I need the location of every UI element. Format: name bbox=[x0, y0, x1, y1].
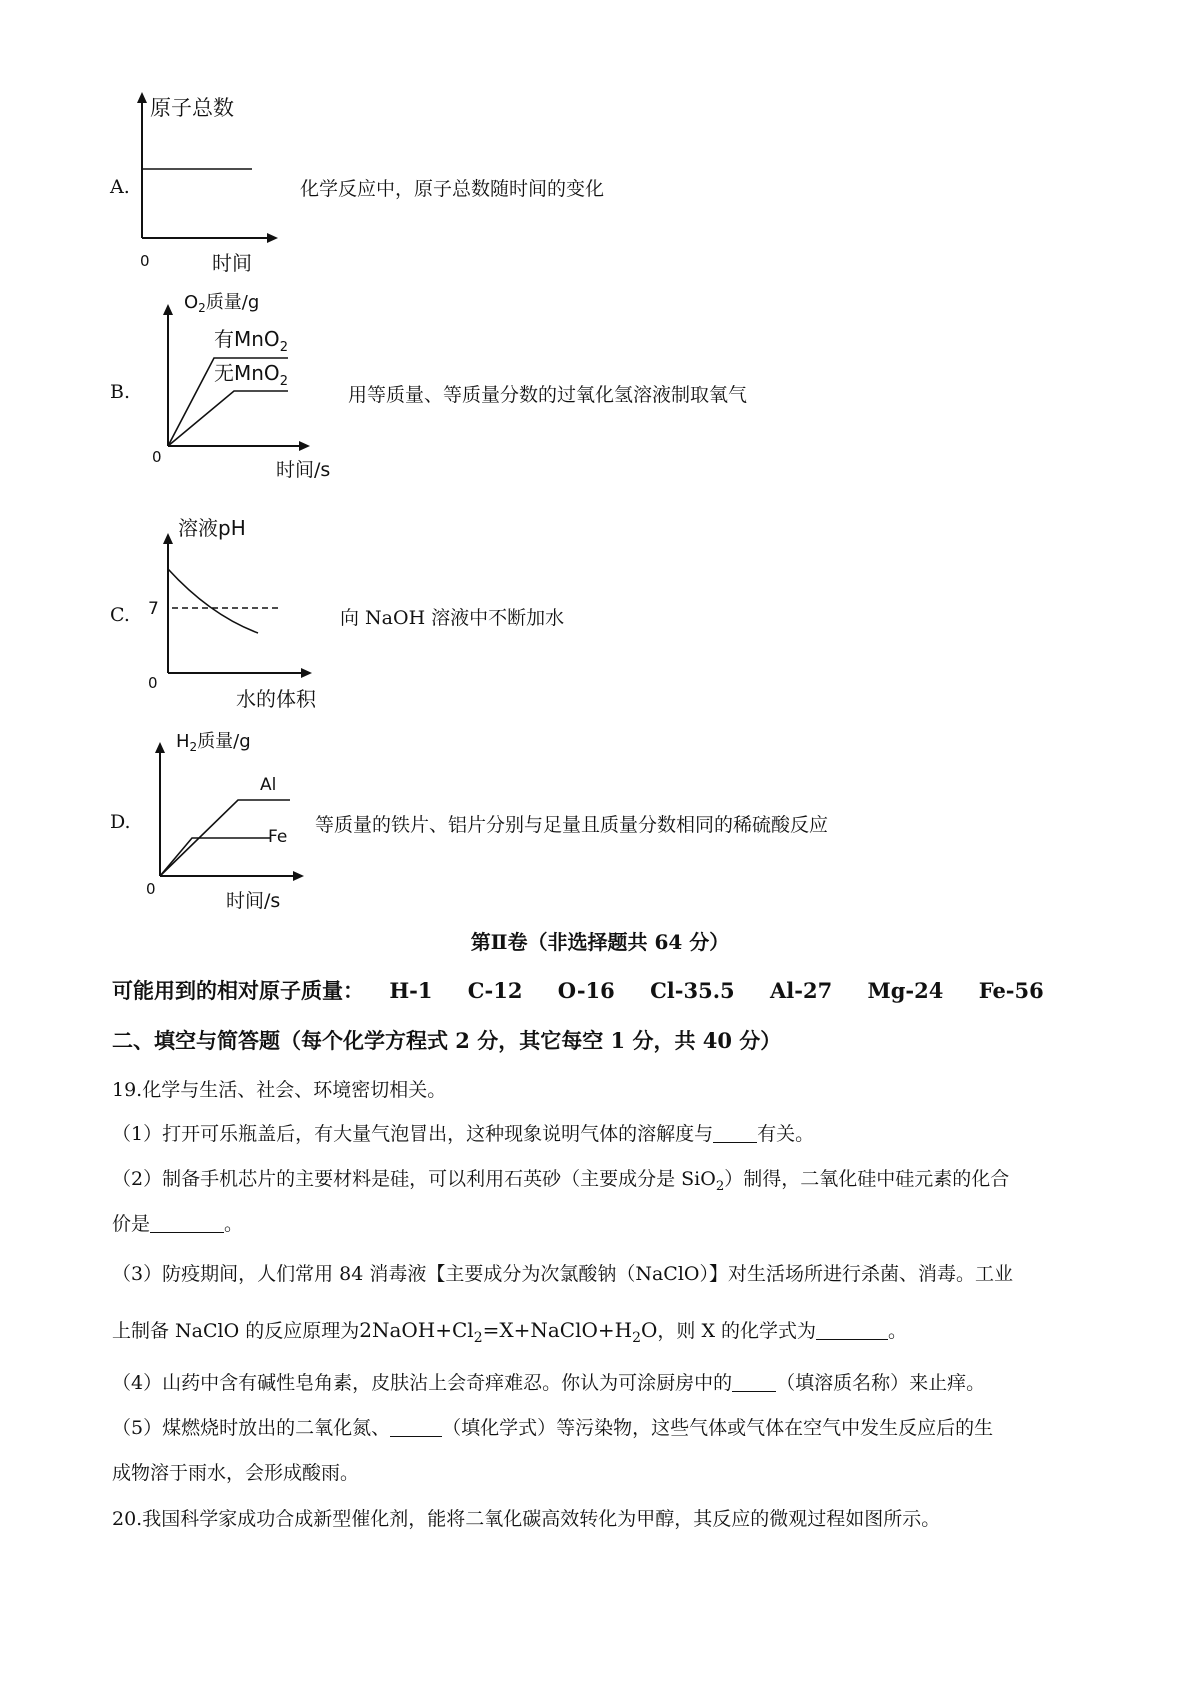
y-axis-label: $O_2$质量/g bbox=[184, 292, 260, 315]
q19-part1-blank[interactable] bbox=[713, 1123, 757, 1143]
q19-part1: （1）打开可乐瓶盖后，有大量气泡冒出，这种现象说明气体的溶解度与 有关。 bbox=[112, 1123, 815, 1145]
option-d-graph bbox=[140, 730, 340, 915]
x-axis-label: 时间 bbox=[212, 251, 252, 275]
y-axis-label: 溶液pH bbox=[178, 516, 246, 540]
y-axis-arrow bbox=[155, 742, 165, 753]
y-axis-arrow bbox=[137, 92, 147, 103]
option-b-label: B. bbox=[110, 381, 131, 403]
y-axis-arrow bbox=[163, 533, 173, 544]
q19-part5-cont: 成物溶于雨水，会形成酸雨。 bbox=[112, 1462, 360, 1484]
q19-part5: （5）煤燃烧时放出的二氧化氮、 （填化学式）等污染物，这些气体或气体在空气中发生反应后的生 bbox=[112, 1417, 994, 1439]
y-axis-arrow bbox=[163, 304, 173, 315]
atomic-mass-item: Al-27 bbox=[769, 978, 833, 1003]
q19-part4: （4）山药中含有碱性皂角素，皮肤沾上会奇痒难忍。你认为可涂厨房中的 （填溶质名称）来止痒。 bbox=[112, 1372, 986, 1394]
atomic-mass-line bbox=[112, 975, 1072, 1005]
section-title: 第Ⅱ卷（非选择题共 64 分） bbox=[470, 930, 730, 954]
atomic-mass-item: Mg-24 bbox=[867, 978, 944, 1003]
origin-label: 0 bbox=[146, 880, 156, 898]
series-without-mno2-label: 无MnO$_2$ bbox=[214, 361, 288, 389]
option-c-description: 向 NaOH 溶液中不断加水 bbox=[340, 607, 565, 629]
ph-7-label: 7 bbox=[148, 599, 159, 619]
option-c-label: C. bbox=[110, 604, 130, 626]
origin-label: 0 bbox=[148, 674, 158, 692]
y-axis-label: 原子总数 bbox=[150, 96, 234, 120]
atomic-mass-item: C-12 bbox=[467, 978, 523, 1003]
option-d-label: D. bbox=[110, 811, 131, 833]
q19-part5-blank[interactable] bbox=[390, 1417, 442, 1437]
q20-stem: 20.我国科学家成功合成新型催化剂，能将二氧化碳高效转化为甲醇，其反应的微观过程如图所示。 bbox=[112, 1508, 941, 1530]
x-axis-arrow bbox=[299, 441, 310, 451]
q19-part2-blank[interactable] bbox=[150, 1213, 224, 1233]
series-without-mno2-line bbox=[168, 391, 288, 446]
atomic-mass-item: Fe-56 bbox=[978, 978, 1044, 1003]
option-c-graph bbox=[140, 515, 340, 715]
q19-stem: 19.化学与生活、社会、环境密切相关。 bbox=[112, 1079, 447, 1101]
option-a-graph bbox=[130, 90, 290, 275]
option-b-graph bbox=[148, 288, 353, 488]
x-axis-arrow bbox=[267, 233, 278, 243]
option-a-label: A. bbox=[110, 176, 130, 198]
x-axis-arrow bbox=[293, 871, 304, 881]
x-axis-arrow bbox=[301, 668, 312, 678]
fe-series-line bbox=[160, 838, 270, 876]
origin-label: 0 bbox=[152, 448, 162, 466]
q19-part3-blank[interactable] bbox=[816, 1320, 888, 1340]
option-a-description: 化学反应中，原子总数随时间的变化 bbox=[300, 178, 605, 200]
atomic-mass-item: Cl-35.5 bbox=[650, 978, 735, 1003]
q19-part4-blank[interactable] bbox=[732, 1372, 776, 1392]
fe-series-label: Fe bbox=[268, 827, 288, 847]
x-axis-label: 时间/s bbox=[226, 890, 281, 912]
part-title: 二、填空与简答题（每个化学方程式 2 分，其它每空 1 分，共 40 分） bbox=[112, 1028, 782, 1053]
atomic-mass-item: O-16 bbox=[557, 978, 615, 1003]
atomic-mass-label: 可能用到的相对原子质量： bbox=[112, 978, 364, 1003]
q19-part2: （2）制备手机芯片的主要材料是硅，可以利用石英砂（主要成分是 SiO$_2$）制得，二氧化硅中硅元素的化合 bbox=[112, 1168, 1010, 1194]
option-d-description: 等质量的铁片、铝片分别与足量且质量分数相同的稀硫酸反应 bbox=[315, 814, 829, 836]
atomic-mass-item: H-1 bbox=[389, 978, 433, 1003]
reaction-equation: $2NaOH+Cl_2=X+NaClO+H_2O$ bbox=[359, 1318, 658, 1346]
y-axis-label: $H_2$质量/g bbox=[176, 731, 251, 754]
x-axis-label: 水的体积 bbox=[236, 687, 316, 711]
q19-part3-cont: 上制备 NaClO 的反应原理为$2NaOH+Cl_2=X+NaClO+H_2O$，则 X 的化学式为 。 bbox=[112, 1318, 908, 1346]
q19-part2-cont: 价是 。 bbox=[112, 1213, 244, 1235]
series-with-mno2-label: 有MnO$_2$ bbox=[214, 327, 288, 355]
origin-label: 0 bbox=[140, 252, 150, 270]
ph-curve bbox=[168, 569, 258, 633]
option-b-description: 用等质量、等质量分数的过氧化氢溶液制取氧气 bbox=[348, 384, 748, 406]
al-series-label: Al bbox=[260, 775, 277, 795]
x-axis-label: 时间/s bbox=[276, 459, 331, 481]
q19-part3: （3）防疫期间，人们常用 84 消毒液【主要成分为次氯酸钠（NaClO）】对生活场所进行杀菌、消毒。工业 bbox=[112, 1263, 1013, 1285]
